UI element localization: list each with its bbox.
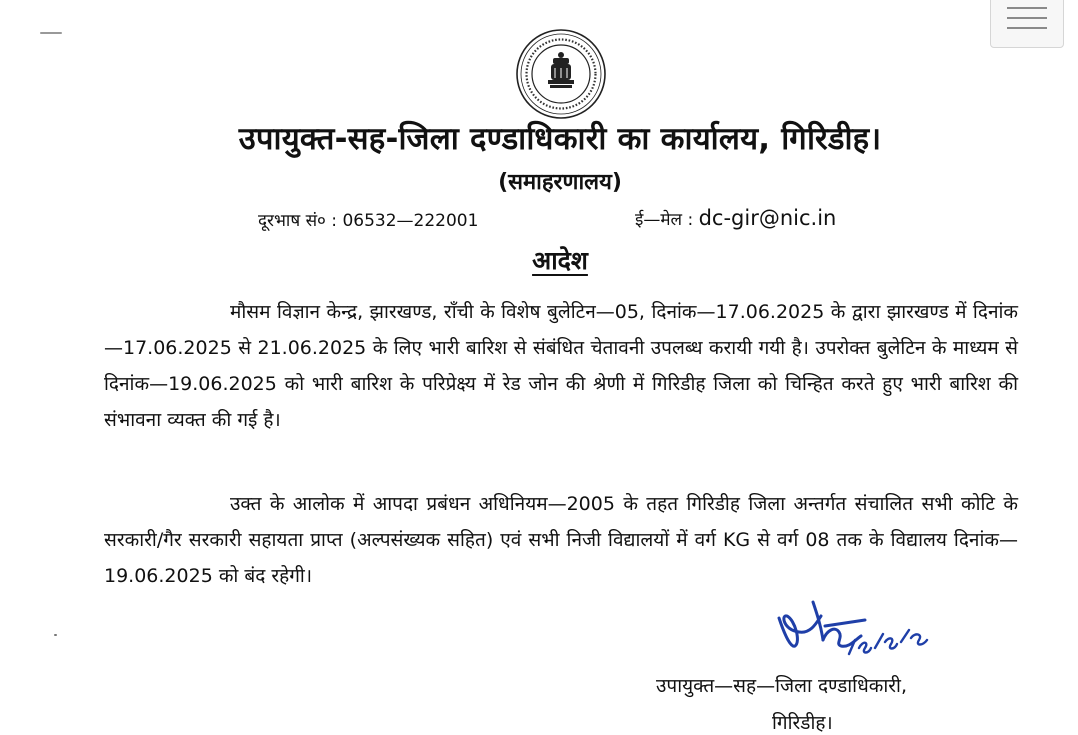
order-heading: आदेश (532, 246, 588, 275)
order-paragraph-2: उक्त के आलोक में आपदा प्रबंधन अधिनियम—2005 के तहत गिरिडीह जिला अन्तर्गत संचालित सभी कोटि के सरकारी/गैर सरकारी सहायता प्राप्त (अल्पसंख्यक सहित) एवं सभी निजी विद्यालयों में वर्ग KG से वर्ग 08 तक के विद्यालय दिनांक—19.06.2025 को बंद रहेगी। (104, 493, 1018, 587)
order-paragraph-1: मौसम विज्ञान केन्द्र, झारखण्ड, राँची के विशेष बुलेटिन—05, दिनांक—17.06.2025 के द्वारा झारखण्ड में दिनांक—17.06.2025 से 21.06.2025 के लिए भारी बारिश से संबंधित चेतावनी उपलब्ध करायी गयी है। उपरोक्त बुलेटिन के माध्यम से दिनांक—19.06.2025 को भारी बारिश के परिप्रेक्ष्य में रेड जोन की श्रेणी में गिरिडीह जिला को चिन्हित करते हुए भारी बारिश की संभावना व्यक्त की गई है। (104, 301, 1018, 431)
signoff-block (656, 668, 907, 735)
government-seal-icon (515, 28, 607, 120)
scan-artifact (54, 634, 57, 636)
email-info (635, 206, 836, 230)
office-subtitle: (समाहरणालय) (498, 170, 622, 195)
signoff-designation: उपायुक्त—सह—जिला दण्डाधिकारी, (656, 675, 908, 697)
signoff-place: गिरिडीह। (772, 712, 833, 734)
phone-label: दूरभाष सं० : (258, 211, 338, 231)
scan-artifact (40, 32, 62, 34)
hamburger-menu-icon[interactable] (990, 0, 1064, 48)
phone-number: 06532—222001 (342, 211, 479, 231)
phone-info (258, 208, 478, 231)
email-address: dc-gir@nic.in (698, 206, 837, 230)
office-title: उपायुक्त-सह-जिला दण्डाधिकारी का कार्यालय, गिरिडीह। (238, 121, 882, 157)
email-label: ई—मेल : (635, 210, 694, 230)
